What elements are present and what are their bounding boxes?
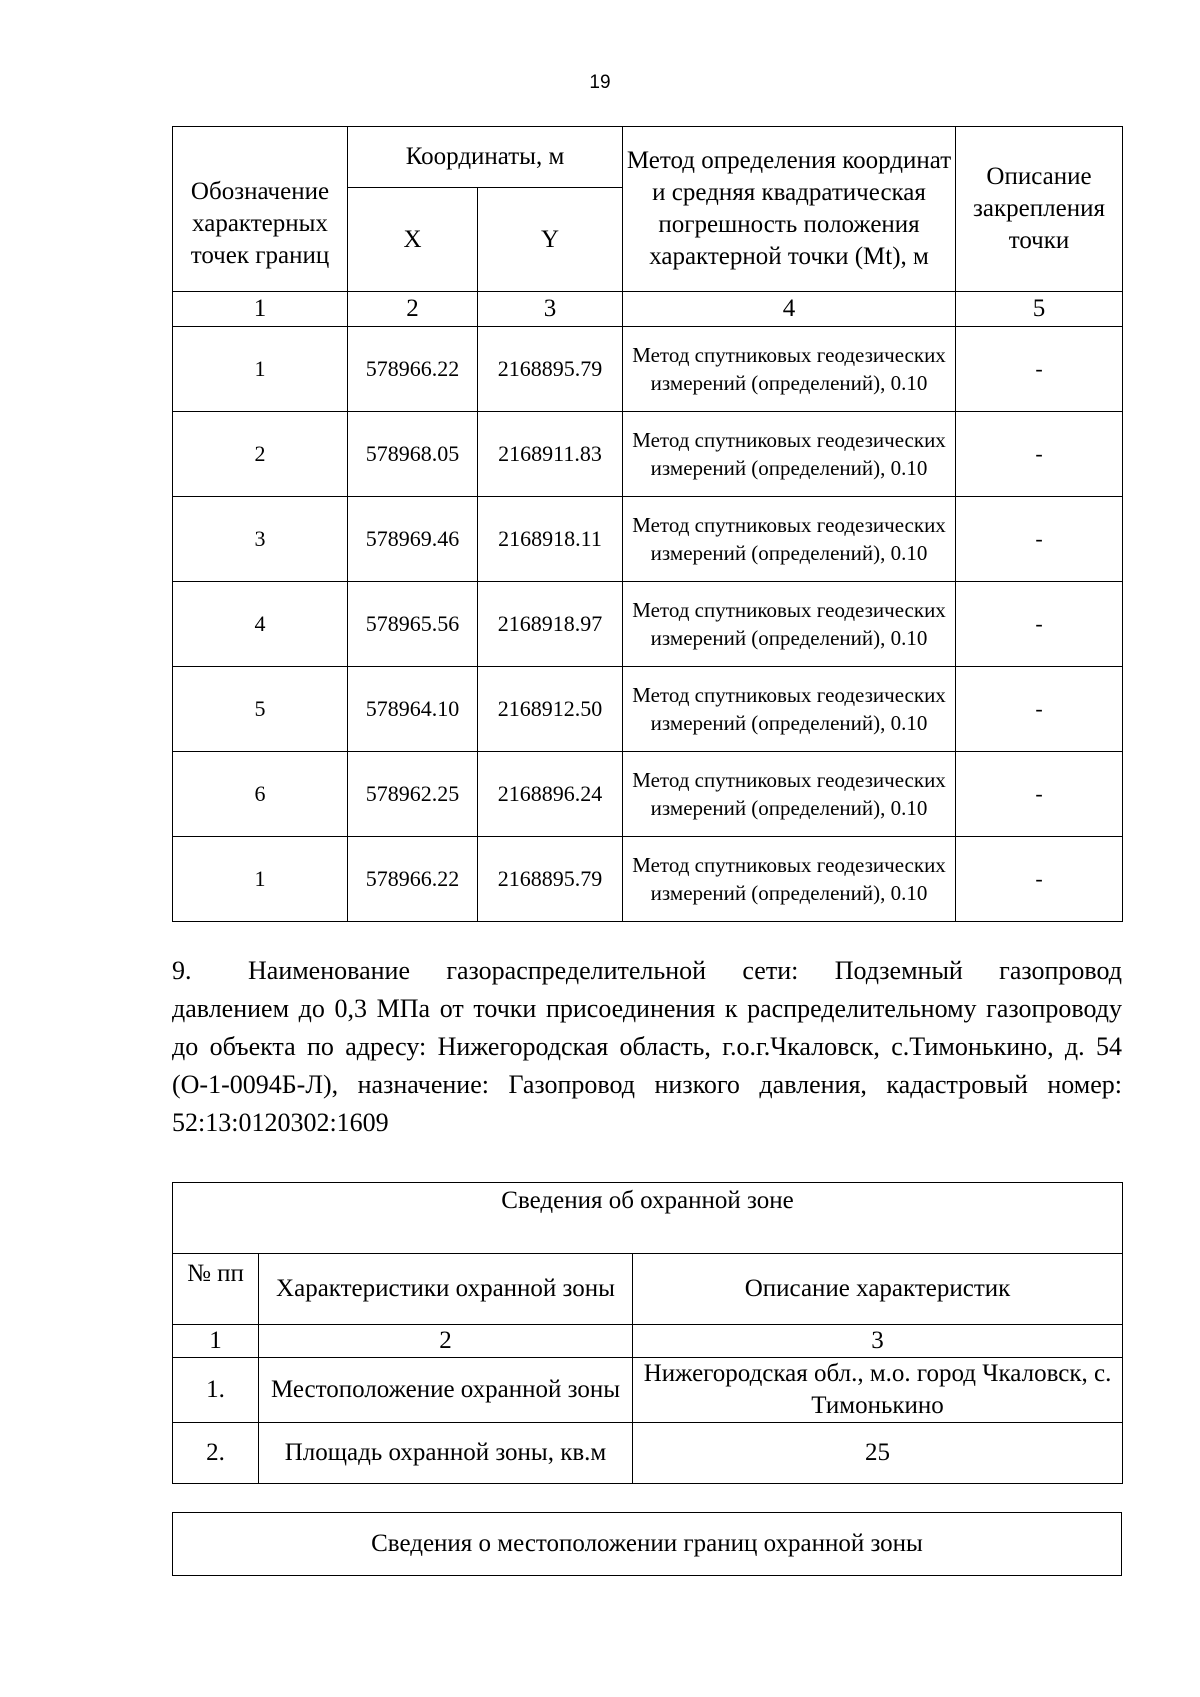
coordinate-x: 578966.22 (348, 327, 478, 412)
method-description: Метод спутниковых геодезических измерений (определений), 0.10 (623, 327, 956, 412)
header-description: Описание характеристик (633, 1254, 1123, 1325)
column-index: 1 (173, 292, 348, 327)
method-description: Метод спутниковых геодезических измерений (определений), 0.10 (623, 667, 956, 752)
row-number: 1. (173, 1358, 259, 1423)
protection-zone-table (172, 1182, 1123, 1484)
characteristic: Местоположение охранной зоны (259, 1358, 633, 1423)
coordinate-x: 578962.25 (348, 752, 478, 837)
table-row (173, 667, 1123, 752)
header-fixing: Описание закрепления точки (956, 127, 1123, 292)
column-index: 3 (478, 292, 623, 327)
row-number: 2. (173, 1423, 259, 1484)
fixing-description: - (956, 327, 1123, 412)
page-number: 19 (589, 72, 611, 93)
point-number: 1 (173, 327, 348, 412)
column-index: 3 (633, 1325, 1123, 1358)
paragraph-text: Наименование газораспределительной сети: Подземный газопровод давлением до 0,3 МПа от точки присоединения к распределительному газопроводу до объекта по адресу: Нижегородская область, г.о.г.Чкаловск, с.Тимонькино, д. 54 (О-1-0094Б-Л), назначение: Газопровод низкого давления, кадастровый номер: 52:13:0120302:1609 (172, 956, 1122, 1137)
characteristic: Площадь охранной зоны, кв.м (259, 1423, 633, 1484)
coordinate-x: 578966.22 (348, 837, 478, 922)
coordinate-x: 578969.46 (348, 497, 478, 582)
column-index: 2 (348, 292, 478, 327)
coordinates-table (172, 126, 1123, 922)
zone-table-title: Сведения об охранной зоне (173, 1183, 1123, 1254)
characteristic-description: Нижегородская обл., м.о. город Чкаловск, с. Тимонькино (633, 1358, 1123, 1423)
method-description: Метод спутниковых геодезических измерений (определений), 0.10 (623, 837, 956, 922)
column-index: 4 (623, 292, 956, 327)
column-index: 5 (956, 292, 1123, 327)
point-number: 5 (173, 667, 348, 752)
coordinate-x: 578964.10 (348, 667, 478, 752)
point-number: 2 (173, 412, 348, 497)
method-description: Метод спутниковых геодезических измерений (определений), 0.10 (623, 752, 956, 837)
coordinate-y: 2168918.97 (478, 582, 623, 667)
column-index: 1 (173, 1325, 259, 1358)
method-description: Метод спутниковых геодезических измерений (определений), 0.10 (623, 582, 956, 667)
method-description: Метод спутниковых геодезических измерений (определений), 0.10 (623, 412, 956, 497)
table-row (173, 752, 1123, 837)
boundaries-table-title: Сведения о местоположении границ охранной зоны (173, 1513, 1122, 1576)
header-y: Y (478, 188, 623, 292)
table-row (173, 1358, 1123, 1423)
table-row (173, 582, 1123, 667)
header-coordinates: Координаты, м (348, 127, 623, 188)
fixing-description: - (956, 752, 1123, 837)
fixing-description: - (956, 412, 1123, 497)
table-row (173, 1423, 1123, 1484)
header-designation: Обозначение характерных точек границ (173, 127, 348, 292)
coordinate-y: 2168895.79 (478, 837, 623, 922)
point-number: 6 (173, 752, 348, 837)
coordinate-y: 2168895.79 (478, 327, 623, 412)
characteristic-description: 25 (633, 1423, 1123, 1484)
coordinate-y: 2168918.11 (478, 497, 623, 582)
header-x: X (348, 188, 478, 292)
column-index: 2 (259, 1325, 633, 1358)
point-number: 3 (173, 497, 348, 582)
coordinate-y: 2168896.24 (478, 752, 623, 837)
table-row (173, 497, 1123, 582)
paragraph-number: 9. (172, 956, 192, 985)
fixing-description: - (956, 667, 1123, 752)
network-description-paragraph (172, 952, 1122, 1142)
fixing-description: - (956, 582, 1123, 667)
coordinate-x: 578968.05 (348, 412, 478, 497)
fixing-description: - (956, 837, 1123, 922)
coordinate-x: 578965.56 (348, 582, 478, 667)
table-row (173, 837, 1123, 922)
header-characteristics: Характеристики охранной зоны (259, 1254, 633, 1325)
header-num: № пп (173, 1254, 259, 1325)
zone-boundaries-table (172, 1512, 1122, 1576)
point-number: 1 (173, 837, 348, 922)
table-row (173, 412, 1123, 497)
fixing-description: - (956, 497, 1123, 582)
coordinate-y: 2168912.50 (478, 667, 623, 752)
method-description: Метод спутниковых геодезических измерений (определений), 0.10 (623, 497, 956, 582)
point-number: 4 (173, 582, 348, 667)
header-method: Метод определения координат и средняя квадратическая погрешность положения характерной точки (Mt), м (623, 127, 956, 292)
coordinate-y: 2168911.83 (478, 412, 623, 497)
table-row (173, 327, 1123, 412)
